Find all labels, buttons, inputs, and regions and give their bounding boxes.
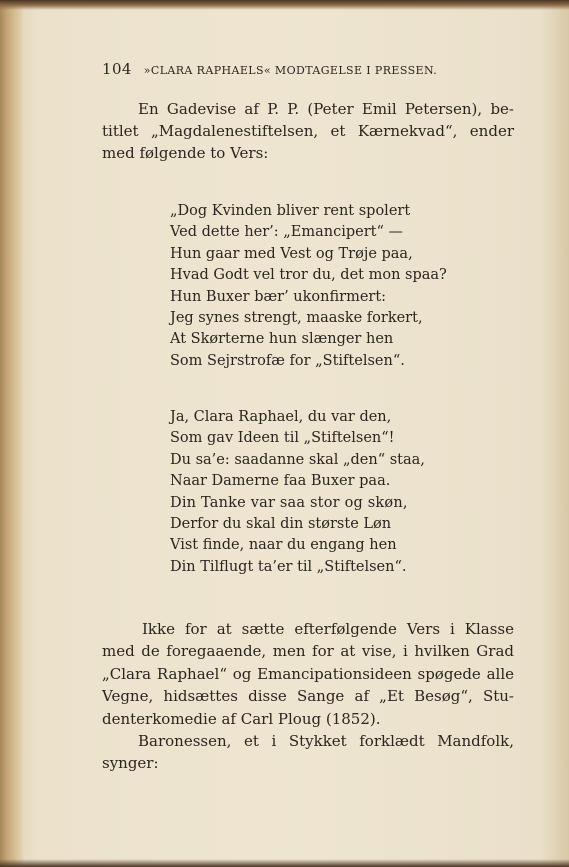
closing-line: Baronessen, et i Stykket forklædt Mandfolk, — [138, 732, 514, 751]
verse-line: Hvad Godt vel tror du, det mon spaa? — [170, 267, 447, 284]
verse-line: Du sa’e: saadanne skal „den“ staa, — [170, 451, 425, 468]
verse-line: At Skørterne hun slænger hen — [170, 331, 394, 348]
verse-line: Jeg synes strengt, maaske forkert, — [170, 310, 423, 327]
page-number: 104 — [102, 60, 132, 78]
intro-line: titlet „Magdalenestiftelsen, et Kærnekvad“, ender — [102, 122, 514, 140]
closing-line: Vegne, hidsættes disse Sange af „Et Besøg“, Stu- — [102, 687, 514, 706]
running-title: »CLARA RAPHAELS« MODTAGELSE I PRESSEN. — [143, 64, 438, 77]
intro-line: En Gadevise af P. P. (Peter Emil Petersen), be- — [138, 100, 514, 118]
verse-line: Din Tanke var saa stor og skøn, — [170, 494, 408, 511]
closing-line: med de foregaaende, men for at vise, i hvilken Grad — [102, 642, 514, 661]
closing-line: Ikke for at sætte efterfølgende Vers i Klasse — [142, 620, 514, 638]
verse-line: Hun Buxer bær’ ukonfirmert: — [170, 288, 387, 305]
verse-line: „Dog Kvinden bliver rent spolert — [170, 203, 411, 219]
verse-line: Vist finde, naar du engang hen — [170, 537, 397, 554]
verse-line: Som Sejrstrofæ for „Stiftelsen“. — [170, 352, 405, 369]
verse-line: Ja, Clara Raphael, du var den, — [170, 409, 392, 425]
verse-line: Din Tilflugt ta’er til „Stiftelsen“. — [170, 558, 407, 575]
closing-line: synger: — [102, 754, 159, 773]
closing-paragraph — [102, 618, 514, 775]
verse-stanza-1 — [170, 201, 490, 372]
page-top-edge — [0, 0, 569, 10]
verse-line: Hun gaar med Vest og Trøje paa, — [170, 245, 413, 262]
running-header — [102, 60, 482, 78]
intro-line: med følgende to Vers: — [102, 144, 269, 162]
intro-paragraph — [102, 98, 514, 164]
closing-line: „Clara Raphael“ og Emancipationsideen spøgede alle — [102, 664, 514, 683]
book-binding — [0, 0, 24, 867]
verse-stanza-2 — [170, 407, 490, 578]
verse-line: Derfor du skal din største Løn — [170, 516, 392, 533]
closing-line: denterkomedie af Carl Ploug (1852). — [102, 709, 381, 728]
verse-line: Naar Damerne faa Buxer paa. — [170, 473, 391, 490]
verse-line: Ved dette her’: „Emancipert“ — — [170, 224, 404, 241]
verse-line: Som gav Ideen til „Stiftelsen“! — [170, 430, 395, 447]
page-bottom-edge — [0, 859, 569, 867]
